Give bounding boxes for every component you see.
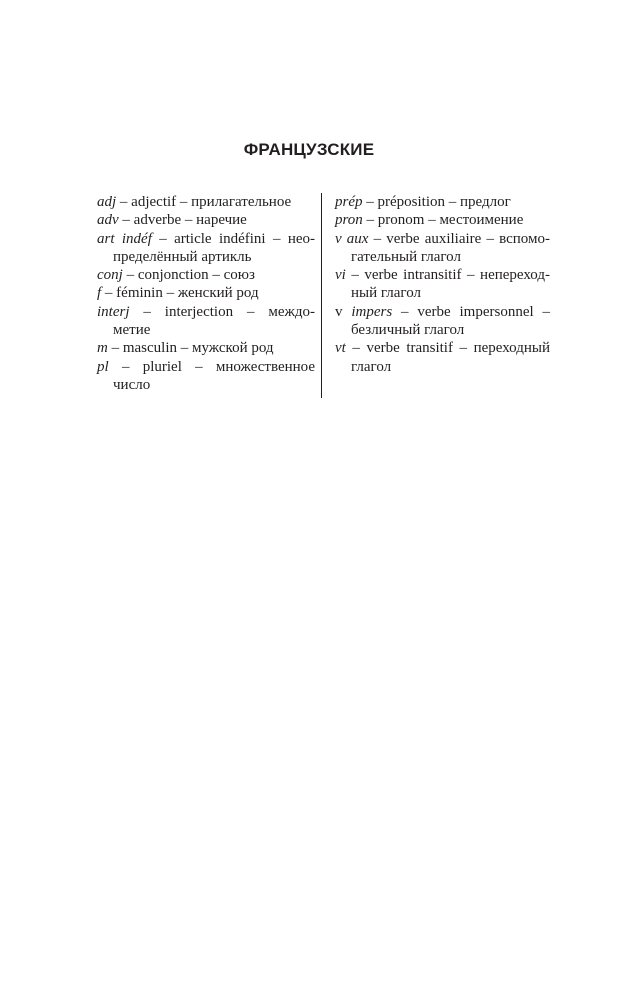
entry-abbreviation: pron — [335, 212, 363, 229]
abbreviation-entry — [97, 230, 315, 267]
section-heading: ФРАНЦУЗСКИЕ — [243, 140, 375, 159]
abbreviation-entry — [335, 339, 550, 376]
abbreviation-entry — [97, 266, 315, 284]
entry-definition: пределённый артикль — [113, 248, 252, 265]
entry-line — [97, 358, 315, 376]
entry-definition: ный глагол — [351, 285, 421, 302]
entry-line — [97, 248, 315, 266]
entry-line — [97, 321, 315, 339]
entry-abbreviation: v aux — [335, 230, 369, 247]
entry-definition: – verbe transitif – переходный — [345, 340, 550, 357]
entry-line — [97, 230, 315, 248]
entry-line — [335, 358, 550, 376]
abbreviation-entry — [97, 284, 315, 302]
entry-line — [97, 376, 315, 394]
entry-prefix: v — [335, 303, 352, 320]
entry-abbreviation: impers — [351, 303, 393, 320]
abbreviation-entry — [97, 339, 315, 357]
entry-abbreviation: art indéf — [97, 230, 152, 247]
entry-line — [335, 248, 550, 266]
entry-abbreviation: adv — [97, 212, 119, 229]
entry-line — [97, 284, 315, 302]
entry-abbreviation: interj — [97, 303, 130, 320]
entry-definition: – masculin – мужской род — [107, 340, 274, 357]
entry-line — [335, 230, 550, 248]
abbreviation-entry — [335, 193, 550, 211]
entry-line — [97, 211, 315, 229]
entry-definition: – préposition – предлог — [362, 194, 511, 210]
entry-definition: глагол — [351, 358, 392, 375]
entry-definition: – verbe intransitif – непереход- — [345, 267, 550, 284]
entry-definition: – verbe impersonnel – — [392, 303, 550, 320]
entry-line — [335, 284, 550, 302]
abbreviation-entry — [335, 211, 550, 229]
entry-line — [335, 339, 550, 357]
entry-definition: безличный глагол — [351, 322, 465, 339]
abbreviation-entry — [335, 303, 550, 340]
entry-line — [335, 321, 550, 339]
entry-abbreviation: prép — [335, 194, 363, 210]
entry-line — [97, 339, 315, 357]
entry-abbreviation: pl — [97, 358, 109, 375]
entry-definition: – pluriel – множественное — [108, 358, 315, 375]
abbreviation-entry — [97, 193, 315, 211]
entry-line — [97, 193, 315, 211]
entry-line — [335, 303, 550, 321]
entry-line — [335, 193, 550, 211]
entry-abbreviation: f — [97, 285, 102, 302]
entry-definition: – pronom – местоимение — [362, 212, 524, 229]
entry-abbreviation: adj — [97, 194, 117, 210]
abbreviation-list-right — [335, 193, 550, 376]
entry-abbreviation: vt — [335, 340, 346, 357]
column-divider — [321, 193, 322, 398]
entry-definition: – article indéfini – нео- — [151, 230, 316, 247]
abbreviation-entry — [335, 266, 550, 303]
entry-definition: число — [113, 376, 151, 393]
entry-definition: – adverbe – наречие — [118, 212, 247, 229]
entry-definition: – verbe auxiliaire – вспомо- — [368, 230, 550, 247]
entry-definition: – interjection – междо- — [129, 303, 315, 320]
abbreviation-entry — [97, 358, 315, 395]
entry-line — [335, 211, 550, 229]
abbreviation-entry — [97, 211, 315, 229]
entry-line — [97, 303, 315, 321]
entry-abbreviation: m — [97, 340, 108, 357]
entry-line — [335, 266, 550, 284]
entry-abbreviation: vi — [335, 267, 346, 284]
entry-definition: гательный глагол — [351, 248, 461, 265]
abbreviation-list-left — [97, 193, 315, 394]
entry-abbreviation: conj — [97, 267, 123, 284]
abbreviation-entry — [97, 303, 315, 340]
entry-definition: – féminin – женский род — [101, 285, 259, 302]
abbreviation-entry — [335, 230, 550, 267]
entry-line — [97, 266, 315, 284]
entry-definition: – conjonction – союз — [122, 267, 255, 284]
entry-definition: метие — [113, 322, 151, 339]
entry-definition: – adjectif – прилагательное — [116, 194, 292, 210]
